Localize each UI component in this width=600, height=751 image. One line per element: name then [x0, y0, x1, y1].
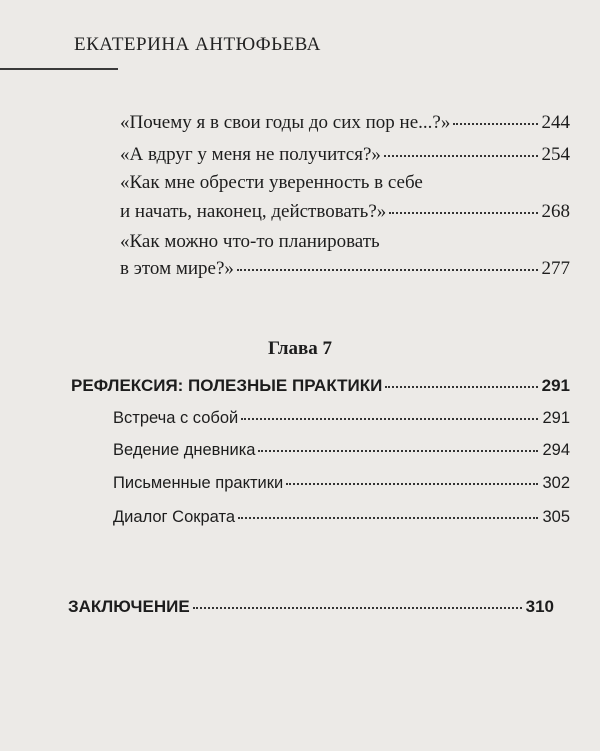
leader-dots — [389, 212, 537, 214]
toc-subentry-title: Ведение дневника — [113, 441, 256, 459]
toc-entry — [120, 256, 570, 282]
toc-subentry-title: Встреча с собой — [113, 409, 239, 427]
toc-subentry — [113, 470, 570, 496]
toc-subentry — [113, 504, 570, 530]
chapter-title-entry — [71, 373, 570, 399]
leader-dots — [385, 386, 537, 388]
toc-subentry-page: 294 — [542, 441, 570, 459]
conclusion-entry — [68, 594, 554, 620]
toc-entry — [120, 110, 570, 136]
toc-entry-title-line1: «Как можно что-то планировать — [120, 231, 380, 252]
toc-entry-title-line1: «Как мне обрести уверенность в себе — [120, 172, 423, 193]
toc-entry-page: 244 — [541, 112, 570, 133]
leader-dots — [453, 123, 537, 125]
leader-dots — [193, 607, 522, 609]
toc-subentry — [113, 437, 570, 463]
toc-entry — [120, 142, 570, 168]
toc-entry — [120, 199, 570, 225]
toc-subentry-title: Диалог Сократа — [113, 508, 236, 526]
toc-entry-title: «А вдруг у меня не получится?» — [120, 144, 381, 165]
toc-subentry-page: 305 — [542, 508, 570, 526]
toc-entry-title: в этом мире?» — [120, 258, 234, 279]
running-header-author: ЕКАТЕРИНА АНТЮФЬЕВА — [74, 34, 321, 55]
leader-dots — [241, 418, 538, 420]
leader-dots — [384, 155, 538, 157]
leader-dots — [237, 269, 538, 271]
toc-entry-title: и начать, наконец, действовать?» — [120, 201, 387, 222]
leader-dots — [238, 517, 538, 519]
chapter-page: 291 — [541, 376, 570, 395]
chapter-label: Глава 7 — [267, 338, 333, 359]
toc-subentry-title: Письменные практики — [113, 474, 284, 492]
conclusion-title: ЗАКЛЮЧЕНИЕ — [68, 597, 190, 616]
chapter-title: РЕФЛЕКСИЯ: ПОЛЕЗНЫЕ ПРАКТИКИ — [71, 376, 383, 395]
toc-subentry-page: 291 — [542, 409, 570, 427]
toc-entry-title: «Почему я в свои годы до сих пор не...?» — [120, 112, 451, 133]
toc-subentry — [113, 405, 570, 431]
leader-dots — [258, 450, 538, 452]
leader-dots — [286, 483, 538, 485]
toc-entry-page: 268 — [541, 201, 570, 222]
toc-entry-page: 277 — [541, 258, 570, 279]
header-rule — [0, 68, 118, 70]
toc-subentry-page: 302 — [542, 474, 570, 492]
toc-entry-page: 254 — [541, 144, 570, 165]
conclusion-page: 310 — [525, 597, 554, 616]
